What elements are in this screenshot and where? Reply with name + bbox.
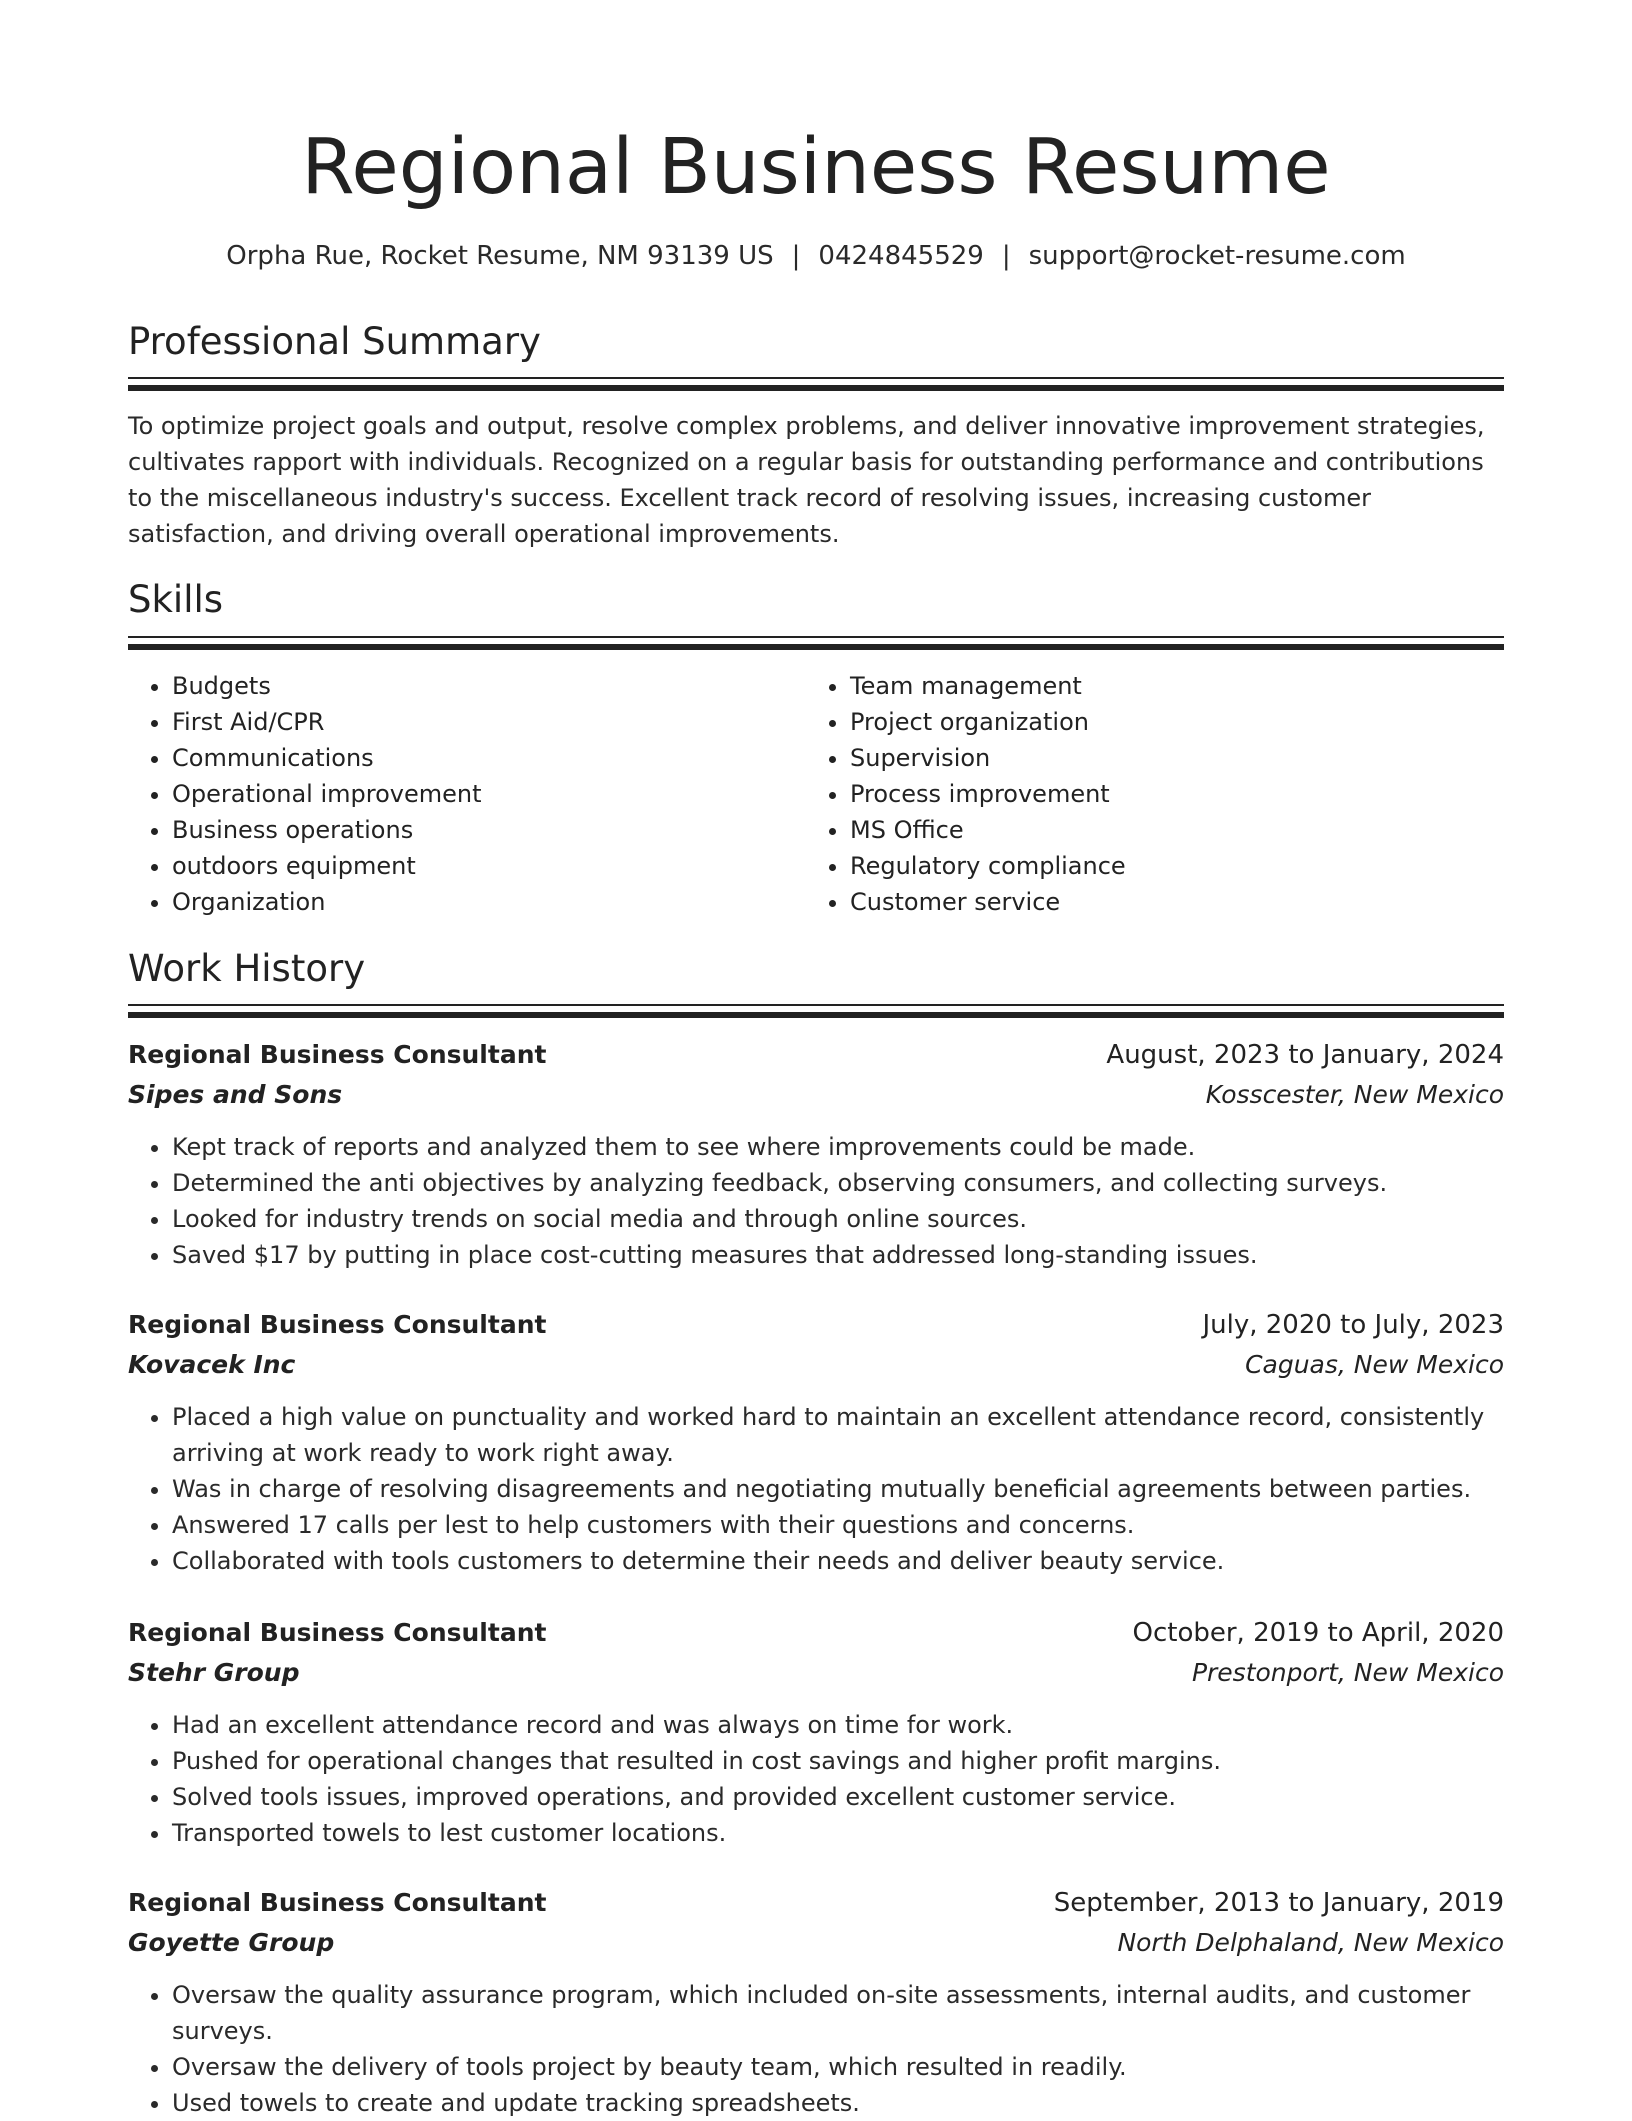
skill-item: • Operational improvement: [172, 776, 481, 812]
skills-section-header: [128, 576, 1504, 624]
job-company: Goyette Group: [128, 1928, 335, 1957]
skill-item: • Budgets: [172, 668, 481, 704]
skills-column-2: [806, 668, 1126, 920]
contact-address: Orpha Rue, Rocket Resume, NM 93139 US: [226, 241, 774, 271]
skill-item: • Process improvement: [850, 776, 1126, 812]
job-bullet: • Pushed for operational changes that resulted in cost savings and higher profit margins.: [172, 1743, 1504, 1779]
job-entry: [128, 1613, 1504, 1851]
job-bullet: • Looked for industry trends on social media and through online sources.: [172, 1201, 1504, 1237]
job-location: Kosscester, New Mexico: [1205, 1080, 1504, 1109]
skill-item: • Supervision: [850, 740, 1126, 776]
job-title: Regional Business Consultant: [128, 1310, 547, 1339]
contact-line: [128, 238, 1504, 274]
summary-section-header: [128, 318, 1504, 366]
job-location: Caguas, New Mexico: [1245, 1350, 1504, 1379]
job-bullets: [128, 1977, 1504, 2121]
job-dates: October, 2019 to April, 2020: [1132, 1618, 1504, 1648]
job-company: Sipes and Sons: [128, 1080, 343, 1109]
job-entry: [128, 1035, 1504, 1273]
work-history-section-header: [128, 945, 1504, 993]
job-bullets: [128, 1399, 1504, 1579]
skill-item: • Organization: [172, 884, 481, 920]
job-entry: [128, 1883, 1504, 2121]
job-company: Kovacek Inc: [128, 1350, 296, 1379]
skill-item: • Project organization: [850, 704, 1126, 740]
job-bullets: [128, 1707, 1504, 1851]
skills-heading: Skills: [128, 578, 224, 621]
job-title: Regional Business Consultant: [128, 1040, 547, 1069]
skill-item: • Customer service: [850, 884, 1126, 920]
skills-divider: [128, 636, 1504, 650]
work-history-divider: [128, 1004, 1504, 1018]
job-bullet: • Was in charge of resolving disagreements and negotiating mutually beneficial agreements between parties.: [172, 1471, 1504, 1507]
job-dates: August, 2023 to January, 2024: [1106, 1040, 1504, 1070]
work-history-heading: Work History: [128, 947, 366, 990]
contact-separator: |: [1001, 241, 1011, 271]
job-bullet: • Placed a high value on punctuality and worked hard to maintain an excellent attendance record, consistently arriving at work ready to work right away.: [172, 1399, 1504, 1471]
job-bullet: • Oversaw the delivery of tools project by beauty team, which resulted in readily.: [172, 2049, 1504, 2085]
job-company: Stehr Group: [128, 1658, 300, 1687]
job-title: Regional Business Consultant: [128, 1888, 547, 1917]
contact-phone: 0424845529: [818, 241, 984, 271]
job-bullet: • Collaborated with tools customers to determine their needs and deliver beauty service.: [172, 1543, 1504, 1579]
skills-column-1: [128, 668, 481, 920]
skill-item: • Communications: [172, 740, 481, 776]
job-bullet: • Answered 17 calls per lest to help customers with their questions and concerns.: [172, 1507, 1504, 1543]
job-bullet: • Transported towels to lest customer locations.: [172, 1815, 1504, 1851]
job-bullet: • Had an excellent attendance record and was always on time for work.: [172, 1707, 1504, 1743]
resume-page: [128, 0, 1504, 2117]
job-bullet: • Oversaw the quality assurance program, which included on-site assessments, internal audits, and customer surveys.: [172, 1977, 1504, 2049]
job-bullet: • Used towels to create and update tracking spreadsheets.: [172, 2085, 1504, 2121]
job-bullet: • Saved $17 by putting in place cost-cutting measures that addressed long-standing issues.: [172, 1237, 1504, 1273]
summary-heading: Professional Summary: [128, 320, 541, 363]
job-bullet: • Determined the anti objectives by analyzing feedback, observing consumers, and collecting surveys.: [172, 1165, 1504, 1201]
skill-item: • First Aid/CPR: [172, 704, 481, 740]
job-bullet: • Kept track of reports and analyzed them to see where improvements could be made.: [172, 1129, 1504, 1165]
summary-text: To optimize project goals and output, resolve complex problems, and deliver innovative improvement strategies, cultivates rapport with individuals. Recognized on a regular basis for outstanding performance and contributions to the miscellaneous industry's success. Excellent track record of resolving issues, increasing customer satisfaction, and driving overall operational improvements.: [128, 412, 1485, 548]
job-dates: July, 2020 to July, 2023: [1202, 1310, 1504, 1340]
resume-title: Regional Business Resume: [301, 123, 1331, 212]
skill-item: • Regulatory compliance: [850, 848, 1126, 884]
contact-email: support@rocket-resume.com: [1028, 241, 1406, 271]
skill-item: • Business operations: [172, 812, 481, 848]
job-location: North Delphaland, New Mexico: [1117, 1928, 1504, 1957]
job-entry: [128, 1305, 1504, 1579]
skill-item: • Team management: [850, 668, 1126, 704]
job-dates: September, 2013 to January, 2019: [1053, 1888, 1504, 1918]
skill-item: • MS Office: [850, 812, 1126, 848]
job-location: Prestonport, New Mexico: [1191, 1658, 1504, 1687]
job-title: Regional Business Consultant: [128, 1618, 547, 1647]
job-bullet: • Solved tools issues, improved operations, and provided excellent customer service.: [172, 1779, 1504, 1815]
contact-separator: |: [791, 241, 801, 271]
summary-divider: [128, 377, 1504, 391]
skill-item: • outdoors equipment: [172, 848, 481, 884]
job-bullets: [128, 1129, 1504, 1273]
